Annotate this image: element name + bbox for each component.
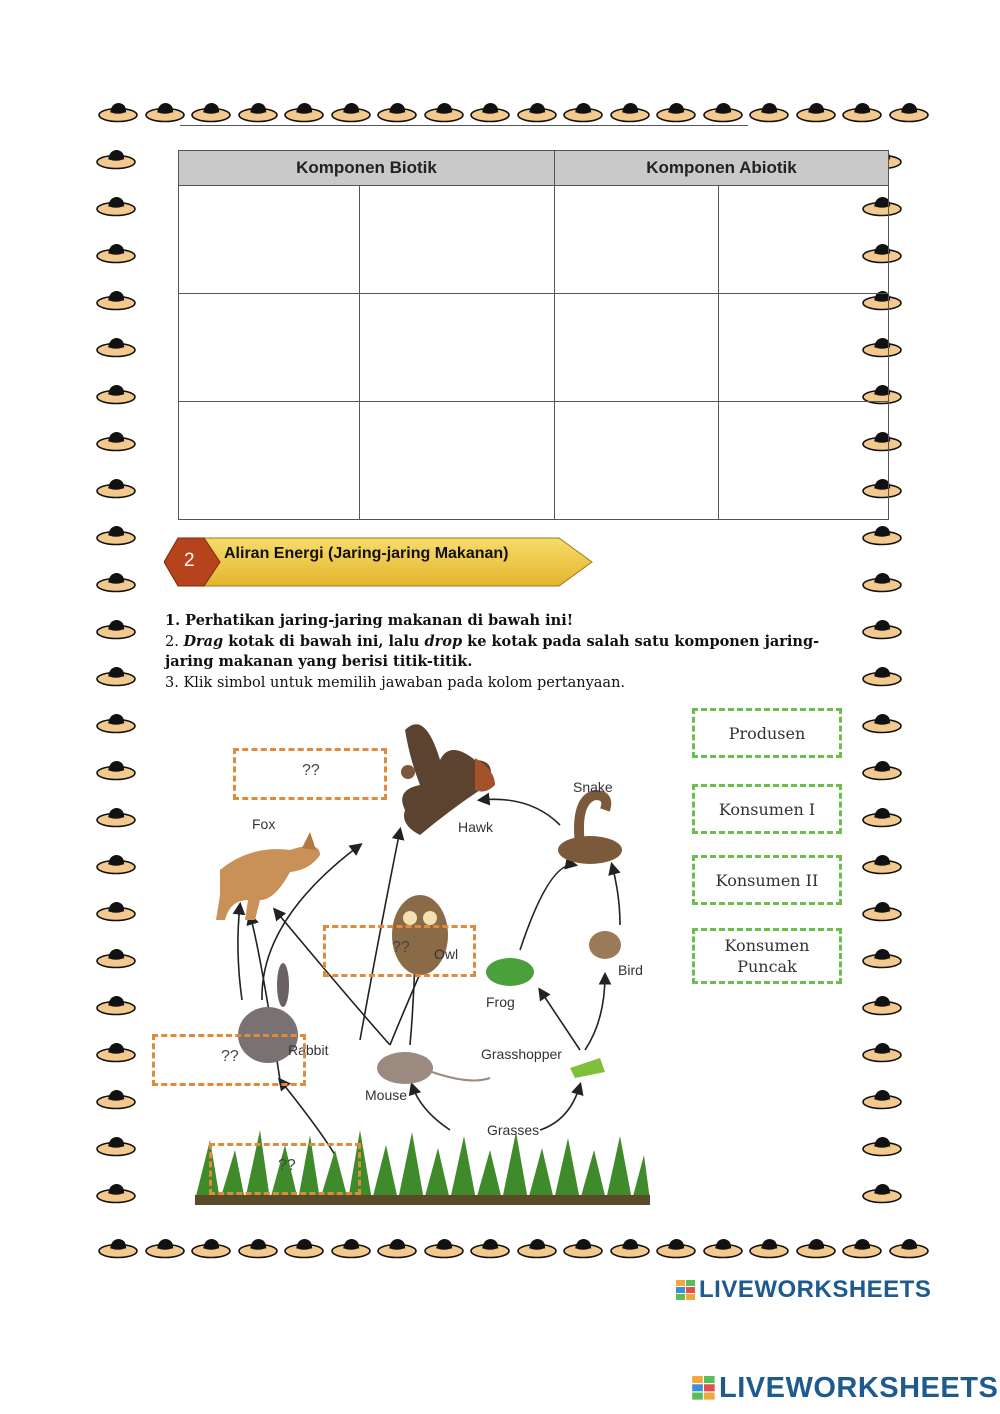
- header-komponen-abiotik: Komponen Abiotik: [555, 151, 889, 186]
- hat-icon: [517, 1236, 557, 1260]
- hat-icon: [96, 1040, 136, 1064]
- hat-icon: [96, 288, 136, 312]
- hat-icon: [96, 852, 136, 876]
- hat-icon: [862, 993, 902, 1017]
- table-cell[interactable]: [719, 402, 889, 520]
- label-grasses: Grasses: [487, 1122, 540, 1138]
- hat-icon: [96, 711, 136, 735]
- drag-option-konsumen-1[interactable]: Konsumen I: [692, 784, 842, 834]
- hat-icon: [862, 523, 902, 547]
- hat-icon: [862, 758, 902, 782]
- label-grasshopper: Grasshopper: [481, 1046, 562, 1062]
- hat-icon: [517, 100, 557, 124]
- hat-icon: [424, 100, 464, 124]
- hat-icon: [796, 100, 836, 124]
- hat-icon: [862, 570, 902, 594]
- hat-icon: [703, 100, 743, 124]
- hat-icon: [862, 805, 902, 829]
- hat-icon: [889, 100, 929, 124]
- table-cell[interactable]: [555, 402, 719, 520]
- hat-icon: [796, 1236, 836, 1260]
- label-owl: Owl: [434, 946, 459, 962]
- hat-icon: [96, 382, 136, 406]
- section-title: Aliran Energi (Jaring-jaring Makanan): [224, 545, 509, 562]
- hat-icon: [98, 100, 138, 124]
- hat-icon: [284, 100, 324, 124]
- mouse-illustration: [377, 1052, 490, 1084]
- drop-target-grasses[interactable]: ??: [209, 1143, 361, 1195]
- drop-target-owl[interactable]: ??: [323, 925, 476, 977]
- label-bird: Bird: [618, 962, 643, 978]
- hat-icon: [96, 993, 136, 1017]
- hat-icon: [96, 194, 136, 218]
- hat-icon: [703, 1236, 743, 1260]
- instruction-2-cont: jaring makanan yang berisi titik-titik.: [165, 653, 473, 670]
- hat-icon: [862, 617, 902, 641]
- drag-option-konsumen-puncak[interactable]: Konsumen Puncak: [692, 928, 842, 984]
- table-cell[interactable]: [179, 294, 360, 402]
- hat-icon: [862, 711, 902, 735]
- hat-icon: [377, 1236, 417, 1260]
- hat-icon: [98, 1236, 138, 1260]
- hat-icon: [842, 1236, 882, 1260]
- table-cell[interactable]: [719, 186, 889, 294]
- hat-icon: [191, 1236, 231, 1260]
- hat-icon: [238, 1236, 278, 1260]
- liveworksheets-footer-brand[interactable]: LIVEWORKSHEETS: [692, 1372, 998, 1405]
- hat-icon: [862, 1087, 902, 1111]
- table-cell[interactable]: [360, 294, 555, 402]
- table-cell[interactable]: [555, 294, 719, 402]
- hat-icon: [238, 100, 278, 124]
- label-snake: Snake: [573, 779, 613, 795]
- hat-icon: [96, 429, 136, 453]
- hat-icon: [656, 100, 696, 124]
- hat-icon: [96, 1134, 136, 1158]
- liveworksheets-logo-icon: [692, 1376, 716, 1402]
- drop-target-hawk[interactable]: ??: [233, 748, 387, 800]
- label-mouse: Mouse: [365, 1087, 408, 1103]
- top-divider: [180, 125, 748, 126]
- hat-icon: [96, 899, 136, 923]
- header-komponen-biotik: Komponen Biotik: [179, 151, 555, 186]
- hat-icon: [96, 476, 136, 500]
- hat-icon: [96, 946, 136, 970]
- drop-target-rabbit[interactable]: ??: [152, 1034, 306, 1086]
- hat-icon: [749, 1236, 789, 1260]
- table-cell[interactable]: [360, 402, 555, 520]
- liveworksheets-logo-icon: [676, 1280, 696, 1302]
- hat-icon: [331, 100, 371, 124]
- hat-icon: [424, 1236, 464, 1260]
- hat-icon: [191, 100, 231, 124]
- hat-icon: [145, 100, 185, 124]
- table-cell[interactable]: [555, 186, 719, 294]
- hat-icon: [862, 664, 902, 688]
- hat-icon: [656, 1236, 696, 1260]
- hat-icon: [889, 1236, 929, 1260]
- liveworksheets-watermark: LIVEWORKSHEETS: [676, 1276, 931, 1304]
- hat-icon: [96, 617, 136, 641]
- hat-icon: [610, 1236, 650, 1260]
- snake-illustration: [558, 795, 622, 864]
- table-cell[interactable]: [719, 294, 889, 402]
- hat-icon: [284, 1236, 324, 1260]
- table-cell[interactable]: [360, 186, 555, 294]
- grasshopper-illustration: [570, 1058, 605, 1078]
- drag-option-produsen[interactable]: Produsen: [692, 708, 842, 758]
- hat-icon: [145, 1236, 185, 1260]
- label-rabbit: Rabbit: [288, 1042, 329, 1058]
- hat-icon: [862, 1040, 902, 1064]
- hat-icon: [96, 805, 136, 829]
- hat-icon: [862, 899, 902, 923]
- hat-icon: [96, 570, 136, 594]
- label-frog: Frog: [486, 994, 515, 1010]
- hat-icon: [563, 1236, 603, 1260]
- hat-icon: [96, 664, 136, 688]
- hat-icon: [862, 852, 902, 876]
- fox-illustration: [216, 832, 320, 920]
- table-cell[interactable]: [179, 186, 360, 294]
- hat-icon: [563, 100, 603, 124]
- hat-icon: [470, 100, 510, 124]
- hat-icon: [96, 335, 136, 359]
- frog-illustration: [486, 958, 534, 986]
- hat-icon: [96, 1181, 136, 1205]
- hat-icon: [470, 1236, 510, 1260]
- hat-icon: [749, 100, 789, 124]
- section-number: 2: [184, 550, 195, 571]
- hat-icon: [862, 1134, 902, 1158]
- hat-icon: [377, 100, 417, 124]
- instruction-2: 2. Drag kotak di bawah ini, lalu drop ke kotak pada salah satu komponen jaring-: [165, 633, 820, 650]
- instruction-1: 1. Perhatikan jaring-jaring makanan di bawah ini!: [165, 612, 574, 629]
- hat-icon: [96, 147, 136, 171]
- hat-icon: [610, 100, 650, 124]
- hat-icon: [96, 1087, 136, 1111]
- hat-icon: [842, 100, 882, 124]
- label-hawk: Hawk: [458, 819, 494, 835]
- label-fox: Fox: [252, 816, 276, 832]
- hat-icon: [96, 758, 136, 782]
- table-cell[interactable]: [179, 402, 360, 520]
- biotic-abiotic-table: [178, 150, 889, 520]
- hat-icon: [862, 1181, 902, 1205]
- hat-icon: [96, 523, 136, 547]
- hat-icon: [96, 241, 136, 265]
- hat-icon: [331, 1236, 371, 1260]
- drag-option-konsumen-2[interactable]: Konsumen II: [692, 855, 842, 905]
- hat-icon: [862, 946, 902, 970]
- bird-illustration: [589, 931, 621, 959]
- instruction-3: 3. Klik simbol untuk memilih jawaban pada kolom pertanyaan.: [165, 675, 626, 691]
